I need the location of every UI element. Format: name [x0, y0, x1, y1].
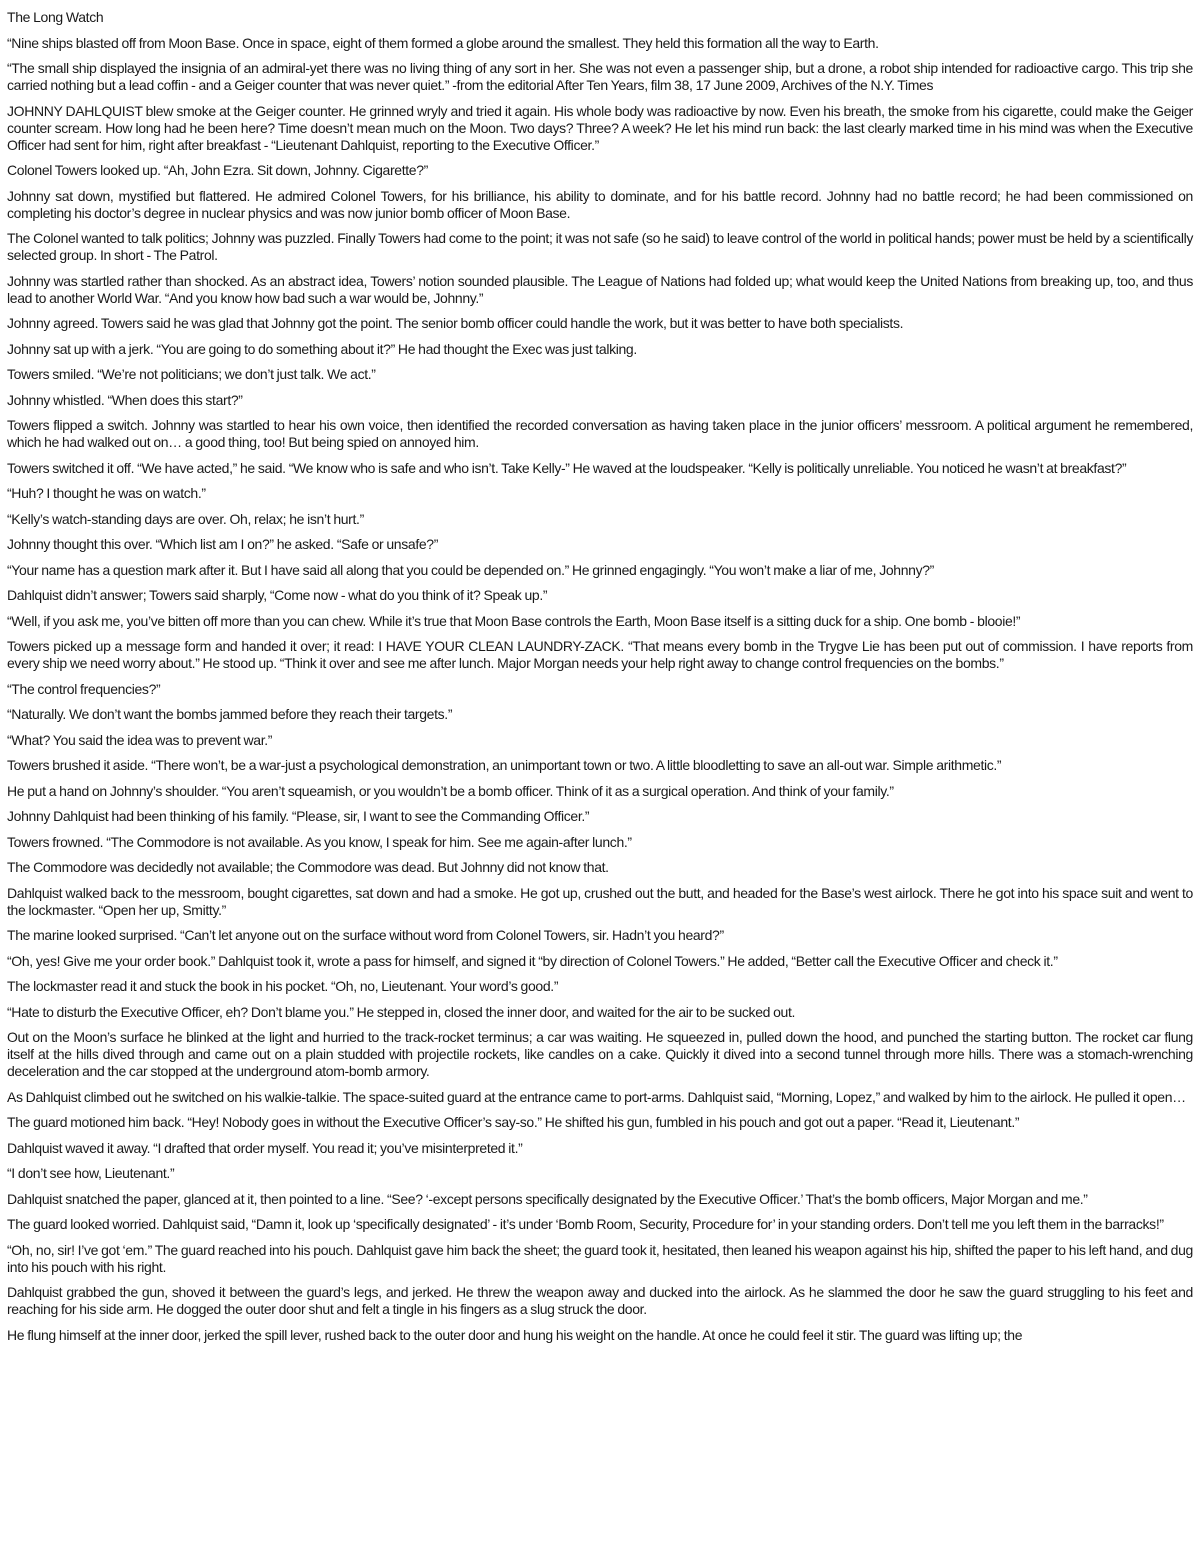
paragraph: Johnny agreed. Towers said he was glad that Johnny got the point. The senior bomb officer could handle the work, but it was better to have both specialists. [7, 315, 904, 331]
paragraph: “What? You said the idea was to prevent war.” [7, 731, 273, 748]
paragraph: Johnny whistled. “When does this start?” [7, 391, 243, 408]
paragraph: Towers brushed it aside. “There won’t, be a war-just a psychological demonstration, an unimportant town or two. A little bloodletting to save an all-out war. Simple arithmetic.” [7, 757, 1002, 773]
paragraph: Towers picked up a message form and handed it over; it read: I HAVE YOUR CLEAN LAUNDRY-ZACK. “That means every bomb in the Trygve Lie has been put out of commission. I have reports from every ship we need worry about.” He stood up. “Think it over and see me after lunch. Major Morgan needs your help right away to change control frequencies on the bombs.” [7, 638, 1193, 671]
paragraph: “Hate to disturb the Executive Officer, eh? Don’t blame you.” He stepped in, closed the inner door, and waited for the air to be sucked out. [7, 1003, 796, 1020]
paragraph: “Oh, yes! Give me your order book.” Dahlquist took it, wrote a pass for himself, and signed it “by direction of Colonel Towers.” He added, “Better call the Executive Officer and check it.” [7, 952, 1058, 969]
paragraph: Dahlquist didn’t answer; Towers said sharply, “Come now - what do you think of it? Speak up.” [7, 587, 548, 603]
paragraph: He put a hand on Johnny’s shoulder. “You aren’t squeamish, or you wouldn’t be a bomb officer. Think of it as a surgical operation. And think of your family.” [7, 782, 894, 799]
document-title: The Long Watch [7, 9, 104, 25]
paragraph: The guard looked worried. Dahlquist said, “Damn it, look up ‘specifically designated’ - it’s under ‘Bomb Room, Security, Procedure for’ in your standing orders. Don’t tell me you left them in the barracks!” [7, 1216, 1164, 1232]
paragraph: He flung himself at the inner door, jerked the spill lever, rushed back to the outer door and hung his weight on the handle. At once he could feel it stir. The guard was lifting up; the [7, 1326, 1023, 1343]
paragraph: “Well, if you ask me, you’ve bitten off more than you can chew. While it’s true that Moon Base controls the Earth, Moon Base itself is a sitting duck for a ship. One bomb - blooie!” [7, 612, 1021, 629]
paragraph: “Nine ships blasted off from Moon Base. Once in space, eight of them formed a globe around the smallest. They held this formation all the way to Earth. [7, 34, 879, 51]
paragraph: Out on the Moon’s surface he blinked at the light and hurried to the track-rocket terminus; a car was waiting. He squeezed in, pulled down the hood, and punched the starting button. The rocket car flung itself at the hills dived through and came out on a plain studded with projectile rockets, like candles on a cake. Quickly it dived into a second tunnel through more hills. There was a stomach-wrenching deceleration and the car stopped at the underground atom-bomb armory. [7, 1029, 1193, 1079]
paragraph: Towers smiled. “We’re not politicians; we don’t just talk. We act.” [7, 366, 376, 382]
paragraph: “Oh, no, sir! I’ve got ‘em.” The guard reached into his pouch. Dahlquist gave him back the sheet; the guard took it, hesitated, then leaned his weapon against his hip, shifted the paper to his left hand, and dug into his pouch with his right. [7, 1241, 1193, 1275]
paragraph: Johnny was startled rather than shocked. As an abstract idea, Towers’ notion sounded plausible. The League of Nations had folded up; what would keep the United Nations from breaking up, too, and thus lead to another World War. “And you know how bad such a war would be, Johnny.” [7, 272, 1193, 306]
paragraph: Dahlquist snatched the paper, glanced at it, then pointed to a line. “See? ‘-except persons specifically designated by the Executive Officer.’ That’s the bomb officers, Major Morgan and me.” [7, 1190, 1088, 1207]
paragraph: Dahlquist grabbed the gun, shoved it between the guard’s legs, and jerked. He threw the weapon away and ducked into the airlock. As he slammed the door he saw the guard struggling to his feet and reaching for his side arm. He dogged the outer door shut and felt a tingle in his fingers as a slug struck the door. [7, 1284, 1193, 1317]
paragraph: JOHNNY DAHLQUIST blew smoke at the Geiger counter. He grinned wryly and tried it again. His whole body was radioactive by now. Even his breath, the smoke from his cigarette, could make the Geiger counter scream. How long had he been here? Time doesn’t mean much on the Moon. Two days? Three? A week? He let his mind run back: the last clearly marked time in his mind was when the Executive Officer had sent for him, right after breakfast - “Lieutenant Dahlquist, reporting to the Executive Officer.” [7, 102, 1193, 153]
paragraph: “Huh? I thought he was on watch.” [7, 485, 206, 501]
paragraph: “Naturally. We don’t want the bombs jammed before they reach their targets.” [7, 706, 453, 722]
paragraph: “Kelly’s watch-standing days are over. Oh, relax; he isn’t hurt.” [7, 510, 364, 527]
paragraph: Dahlquist waved it away. “I drafted that order myself. You read it; you’ve misinterpreted it.” [7, 1139, 523, 1156]
paragraph: Towers flipped a switch. Johnny was startled to hear his own voice, then identified the recorded conversation as having taken place in the junior officers’ messroom. A political argument he remembered, which he had walked out on… a good thing, too! But being spied on annoyed him. [7, 417, 1193, 450]
paragraph: Johnny Dahlquist had been thinking of his family. “Please, sir, I want to see the Commanding Officer.” [7, 808, 590, 824]
paragraph: The guard motioned him back. “Hey! Nobody goes in without the Executive Officer’s say-so.” He shifted his gun, fumbled in his pouch and got out a paper. “Read it, Lieutenant.” [7, 1114, 1020, 1130]
paragraph: The Commodore was decidedly not available; the Commodore was dead. But Johnny did not know that. [7, 859, 609, 875]
paragraph: Johnny thought this over. “Which list am I on?” he asked. “Safe or unsafe?” [7, 536, 439, 552]
paragraph: Towers switched it off. “We have acted,” he said. “We know who is safe and who isn’t. Take Kelly-” He waved at the loudspeaker. “Kelly is politically unreliable. You noticed he wasn’t at breakfast?” [7, 459, 1127, 476]
paragraph: “The small ship displayed the insignia of an admiral-yet there was no living thing of any sort in her. She was not even a passenger ship, but a drone, a robot ship intended for radioactive cargo. This trip she carried nothing but a lead coffin - and a Geiger counter that was never quiet.” -from the editorial After Ten Years, film 38, 17 June 2009, Archives of the N.Y. Times [7, 60, 1193, 93]
paragraph: Johnny sat up with a jerk. “You are going to do something about it?” He had thought the Exec was just talking. [7, 340, 637, 357]
paragraph: Dahlquist walked back to the messroom, bought cigarettes, sat down and had a smoke. He got up, crushed out the butt, and headed for the Base’s west airlock. There he got into his space suit and went to the lockmaster. “Open her up, Smitty.” [7, 884, 1193, 918]
paragraph: As Dahlquist climbed out he switched on his walkie-talkie. The space-suited guard at the entrance came to port-arms. Dahlquist said, “Morning, Lopez,” and walked by him to the airlock. He pulled it open… [7, 1088, 1186, 1105]
paragraph: Johnny sat down, mystified but flattered. He admired Colonel Towers, for his brilliance, his ability to dominate, and for his battle record. Johnny had no battle record; he had been commissioned on completing his doctor’s degree in nuclear physics and was now junior bomb officer of Moon Base. [7, 187, 1193, 221]
paragraph: Towers frowned. “The Commodore is not available. As you know, I speak for him. See me again-after lunch.” [7, 833, 632, 850]
paragraph: “I don’t see how, Lieutenant.” [7, 1165, 175, 1181]
paragraph: “Your name has a question mark after it. But I have said all along that you could be depended on.” He grinned engagingly. “You won’t make a liar of me, Johnny?” [7, 561, 934, 578]
paragraph: The Colonel wanted to talk politics; Johnny was puzzled. Finally Towers had come to the point; it was not safe (so he said) to leave control of the world in political hands; power must be held by a scientifically selected group. In short - The Patrol. [7, 230, 1193, 263]
paragraph: “The control frequencies?” [7, 680, 161, 697]
paragraph: The lockmaster read it and stuck the book in his pocket. “Oh, no, Lieutenant. Your word’s good.” [7, 978, 559, 994]
paragraph: The marine looked surprised. “Can’t let anyone out on the surface without word from Colonel Towers, sir. Hadn’t you heard?” [7, 927, 724, 943]
paragraph: Colonel Towers looked up. “Ah, John Ezra. Sit down, Johnny. Cigarette?” [7, 162, 428, 178]
